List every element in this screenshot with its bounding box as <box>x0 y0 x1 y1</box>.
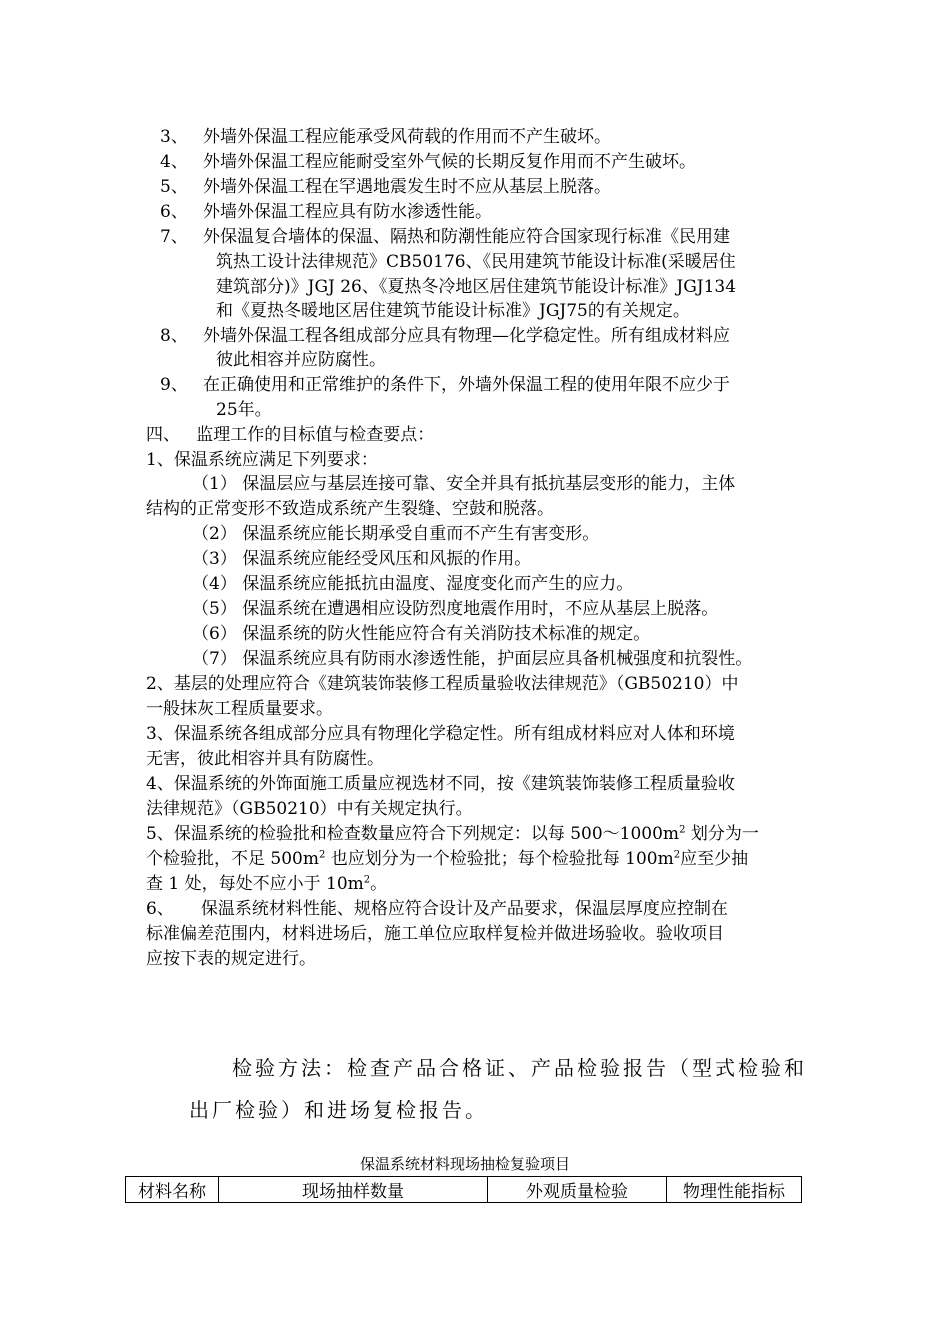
text-run: 应至少抽 <box>680 849 749 869</box>
inspection-method: 出厂检验）和进场复检报告。 <box>189 1098 488 1122</box>
list-text: 外墙外保温工程应能承受风荷载的作用而不产生破坏。 <box>203 127 611 147</box>
item-heading: 1、保温系统应满足下列要求： <box>146 450 378 470</box>
list-number: 4、 <box>160 152 188 172</box>
superscript: 2 <box>673 849 681 861</box>
list-text: 和《夏热冬暖地区居住建筑节能设计标准》JGJ75的有关规定。 <box>216 301 690 321</box>
list-number: 7、 <box>160 227 188 247</box>
list-number: 6、 <box>160 202 188 222</box>
list-text: 在正确使用和正常维护的条件下，外墙外保温工程的使用年限不应少于 <box>203 375 730 395</box>
inspection-method: 检验方法：检查产品合格证、产品检验报告（型式检验和 <box>232 1056 807 1080</box>
list-text: 外墙外保温工程应能耐受室外气候的长期反复作用而不产生破坏。 <box>203 152 696 172</box>
list-text: 25年。 <box>216 400 272 420</box>
superscript: 2 <box>679 824 686 836</box>
paragraph-line: 法律规范》（GB50210）中有关规定执行。 <box>146 799 473 819</box>
paragraph-line: 一般抹灰工程质量要求。 <box>146 699 333 719</box>
paragraph-line: 应按下表的规定进行。 <box>146 949 316 969</box>
paragraph-line: 标准偏差范围内，材料进场后，施工单位应取样复检并做进场验收。验收项目 <box>146 924 724 944</box>
list-text: 彼此相容并应防腐性。 <box>216 350 386 370</box>
text-run: 个检验批，不足 500m <box>146 849 319 869</box>
paragraph-line: 3、保温系统各组成部分应具有物理化学稳定性。所有组成材料应对人体和环境 <box>146 724 735 744</box>
paragraph-line: 6、 保温系统材料性能、规格应符合设计及产品要求，保温层厚度应控制在 <box>146 899 728 919</box>
list-text: 外墙外保温工程应具有防水渗透性能。 <box>203 202 492 222</box>
sub-item: （2） 保温系统应能长期承受自重而不产生有害变形。 <box>192 524 600 544</box>
list-text: 建筑部分)》JGJ 26、《夏热冬冷地区居住建筑节能设计标准》JGJ134 <box>216 277 737 297</box>
paragraph-line: 无害，彼此相容并具有防腐性。 <box>146 749 384 769</box>
section-heading: 四、 监理工作的目标值与检查要点： <box>146 425 435 445</box>
paragraph-line <box>146 874 387 894</box>
list-text: 外保温复合墙体的保温、隔热和防潮性能应符合国家现行标准《民用建 <box>203 227 730 247</box>
paragraph-line: 4、保温系统的外饰面施工质量应视选材不同，按《建筑装饰装修工程质量验收 <box>146 774 735 794</box>
superscript: 2 <box>363 874 371 886</box>
header-cell: 材料名称 <box>126 1177 219 1203</box>
text-run: 查 1 处，每处不应小于 10m <box>146 874 364 894</box>
list-text: 外墙外保温工程各组成部分应具有物理—化学稳定性。所有组成材料应 <box>203 326 730 346</box>
list-number: 3、 <box>160 127 188 147</box>
list-number: 9、 <box>160 375 188 395</box>
sub-item: （5） 保温系统在遭遇相应设防烈度地震作用时，不应从基层上脱落。 <box>192 599 719 619</box>
inspection-table <box>125 1176 802 1203</box>
text-run: 5、保温系统的检验批和检查数量应符合下列规定：以每 500～1000m <box>146 824 680 844</box>
paragraph-line: 2、基层的处理应符合《建筑装饰装修工程质量验收法律规范》（GB50210）中 <box>146 674 739 694</box>
table-caption: 保温系统材料现场抽检复验项目 <box>360 1155 571 1173</box>
list-text: 筑热工设计法律规范》CB50176、《民用建筑节能设计标准(采暖居住 <box>216 252 736 272</box>
sub-item: 结构的正常变形不致造成系统产生裂缝、空鼓和脱落。 <box>146 499 554 519</box>
text-run: 划分为一 <box>685 824 759 844</box>
paragraph-line <box>146 824 759 844</box>
header-cell: 物理性能指标 <box>667 1177 802 1203</box>
list-number: 8、 <box>160 326 188 346</box>
header-cell: 现场抽样数量 <box>219 1177 488 1203</box>
sub-item: （1） 保温层应与基层连接可靠、安全并具有抵抗基层变形的能力，主体 <box>192 474 736 494</box>
list-number: 5、 <box>160 177 188 197</box>
text-run: 也应划分为一个检验批；每个检验批每 100m <box>325 849 674 869</box>
sub-item: （3） 保温系统应能经受风压和风振的作用。 <box>192 549 532 569</box>
superscript: 2 <box>318 849 326 861</box>
header-cell: 外观质量检验 <box>488 1177 667 1203</box>
table-header-row <box>126 1177 802 1203</box>
sub-item: （7） 保温系统应具有防雨水渗透性能，护面层应具备机械强度和抗裂性。 <box>192 649 753 669</box>
paragraph-line <box>146 849 748 869</box>
sub-item: （4） 保温系统应能抵抗由温度、湿度变化而产生的应力。 <box>192 574 634 594</box>
sub-item: （6） 保温系统的防火性能应符合有关消防技术标准的规定。 <box>192 624 651 644</box>
text-run: 。 <box>370 874 388 894</box>
list-text: 外墙外保温工程在罕遇地震发生时不应从基层上脱落。 <box>203 177 611 197</box>
